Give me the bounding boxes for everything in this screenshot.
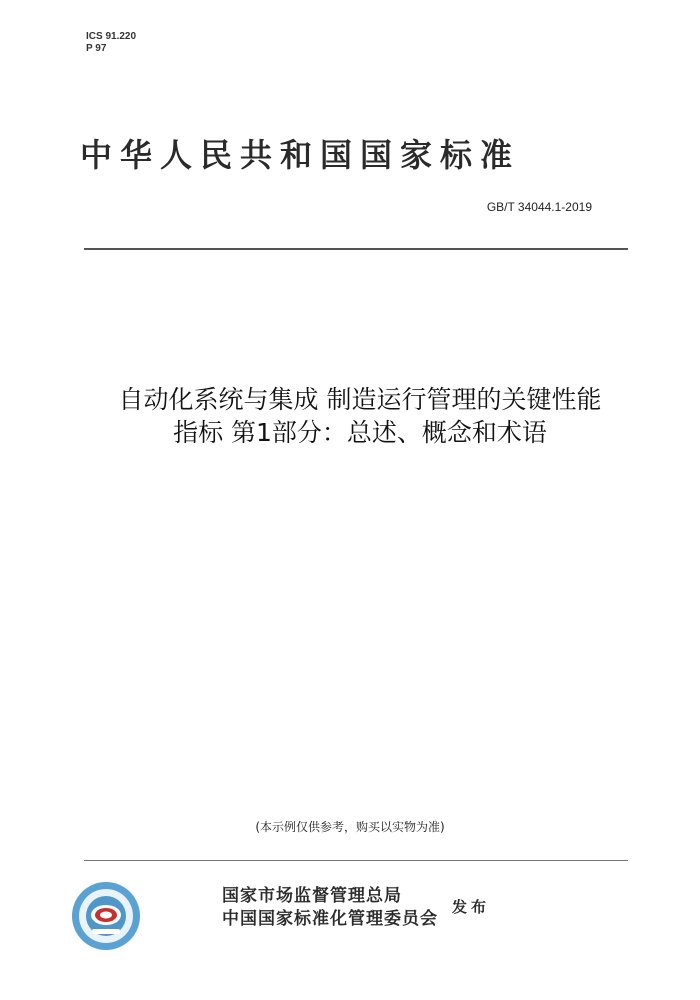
ccs-code: P 97 bbox=[86, 43, 107, 54]
issuer-line1: 国家市场监督管理总局 bbox=[222, 886, 402, 906]
issuing-authorities bbox=[222, 885, 438, 931]
footer-divider bbox=[84, 860, 628, 861]
sample-note: (本示例仅供参考，购买以实物为准) bbox=[255, 820, 445, 834]
header-divider bbox=[84, 248, 628, 250]
standards-press-seal-icon bbox=[70, 880, 142, 952]
standard-type-title: 中华人民共和国国家标准 bbox=[80, 136, 521, 174]
document-title-line1: 自动化系统与集成 制造运行管理的关键性能 bbox=[118, 385, 602, 414]
classification-codes bbox=[86, 31, 136, 55]
release-label: 发布 bbox=[452, 898, 491, 916]
standard-number: GB/T 34044.1-2019 bbox=[486, 200, 592, 214]
issuer-line2: 中国国家标准化管理委员会 bbox=[222, 909, 438, 929]
document-title-line2: 指标 第1部分：总述、概念和术语 bbox=[173, 418, 547, 447]
ics-code: ICS 91.220 bbox=[86, 31, 137, 42]
gb-logo bbox=[460, 42, 592, 116]
